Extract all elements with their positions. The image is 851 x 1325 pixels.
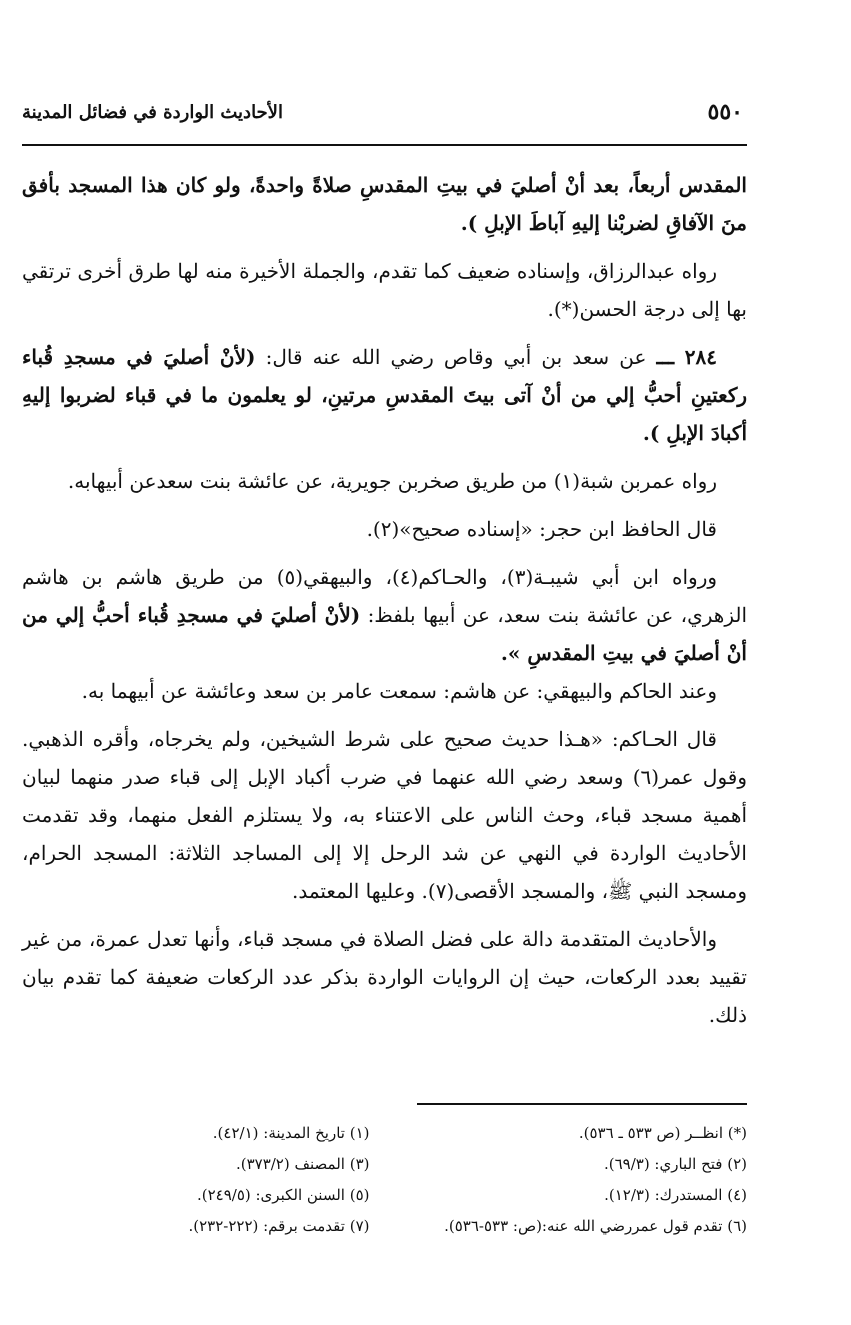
paragraph-conclusion: والأحاديث المتقدمة دالة على فضل الصلاة في مسجد قباء، وأنها تعدل عمرة، من غير تقييد بعدد الركعات، حيث إن الروايات الواردة بذكر عدد الركعات ضعيفة كما تقدم بيان ذلك. [22, 927, 747, 1027]
page-header [22, 92, 743, 132]
hadith-text: (لأنْ أصليَ في مسجدِ قُباء ركعتينِ أحبُّ إلي من أنْ آتى بيتَ المقدسِ مرتينِ، لو يعلمون ما في قباء لضربوا إليهِ أكبادَ الإبلِ ). [22, 345, 747, 445]
hadith-wording: (لأنْ أصليَ في مسجدِ قُباء أحبُّ إلي من أنْ أصليَ في بيتِ المقدسِ ». [22, 603, 747, 665]
paragraph-takhrij-shabba: رواه عمربن شبة(١) من طريق صخربن جويرية، عن عائشة بنت سعدعن أبيهابه. [67, 469, 717, 493]
footnote: (٦) تقدم قول عمررضي الله عنه:(ص: ٥٣٣-٥٣٦). [444, 1217, 747, 1235]
footnote: (٧) تقدمت برقم: (٢٢٢-٢٣٢). [188, 1217, 370, 1235]
footnote: (١) تاريخ المدينة: (٤٢/١). [212, 1124, 370, 1142]
footnote-divider [417, 1103, 747, 1105]
header-divider [22, 144, 747, 146]
footnote: (٢) فتح الباري: (٦٩/٣). [603, 1155, 747, 1173]
paragraph-hadith-continuation: المقدس أربعاً، بعد أنْ أصليَ في بيتِ المقدسِ صلاةً واحدةً، ولو كان هذا المسجد بأفق منَ الآفاقِ لضربْنا إليهِ آباطَ الإبلِ ). [22, 173, 747, 235]
paragraph-hakim-grading: قال الحـاكم: «هـذا حديث صحيح على شرط الشيخين، ولم يخرجاه، وأقره الذهبي. وقول عمر(٦) وسعد رضي الله عنهما في ضرب أكباد الإبل إلى قباء صدر منهما لبيان أهمية مسجد قباء، وحث الناس على الاعتناء به، ولا يستلزم الفعل منهما، وقد تقدمت الأحاديث الواردة في النهي عن شد الرحل إلا إلى المساجد الثلاثة: المسجد الحرام، ومسجد النبي ﷺ، والمسجد الأقصى(٧). وعليها المعتمد. [22, 727, 747, 903]
footnote: (٣) المصنف (٣٧٣/٢). [235, 1155, 370, 1173]
main-text [22, 166, 747, 1034]
hadith-intro: عن سعد بن أبي وقاص رضي الله عنه قال: [255, 345, 657, 369]
hadith-number: ٢٨٤ ـــ [656, 345, 717, 369]
paragraph-hadith-284 [22, 338, 747, 452]
footnote: (٥) السنن الكبرى: (٢٤٩/٥). [196, 1186, 370, 1204]
running-title: الأحاديث الواردة في فضائل المدينة [22, 101, 283, 123]
takhrij-sources: ورواه ابن أبي شيبـة(٣)، والحـاكم(٤)، والبيهقي(٥) من طريق هاشم بن هاشم الزهري، عن عائشة بنت سعد، عن أبيها بلفظ: [22, 565, 748, 627]
paragraph-hakim-bayhaqi: وعند الحاكم والبيهقي: عن هاشم: سمعت عامر بن سعد وعائشة عن أبيهما به. [81, 679, 717, 703]
footnote: (٤) المستدرك: (١٢/٣). [604, 1186, 747, 1204]
paragraph-ibn-hajar: قال الحافظ ابن حجر: «إسناده صحيح»(٢). [366, 517, 717, 541]
paragraph-takhrij-others [22, 558, 747, 672]
page-number: ٥٥٠ [707, 99, 743, 125]
paragraph-narration-note: رواه عبدالرزاق، وإسناده ضعيف كما تقدم، والجملة الأخيرة منه لها طرق أخرى ترتقي بها إلى درجة الحسن(*). [22, 259, 747, 321]
footnotes [22, 1120, 747, 1240]
footnote: (*) انظــر (ص ٥٣٣ ـ ٥٣٦). [578, 1124, 747, 1142]
